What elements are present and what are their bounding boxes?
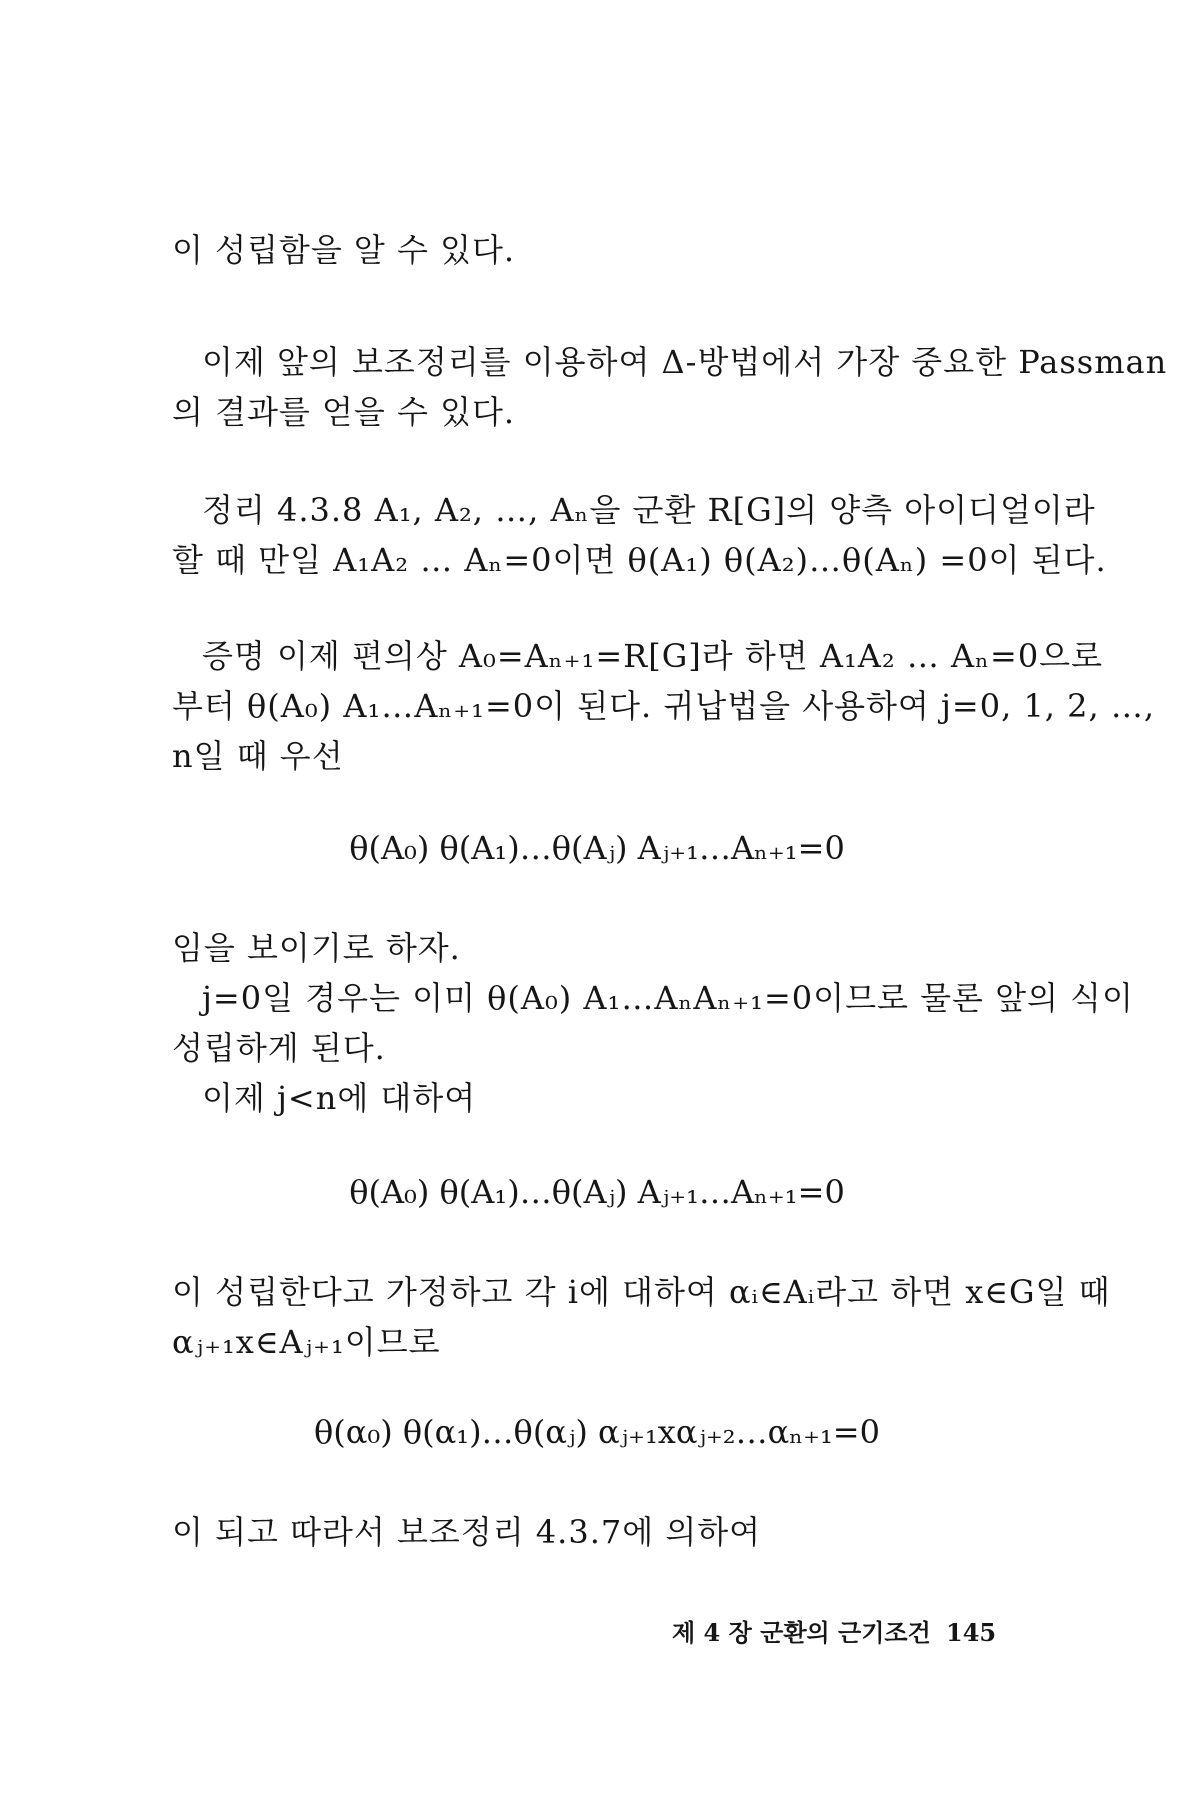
equation-3: θ(α₀) θ(α₁)…θ(αⱼ) αⱼ₊₁xαⱼ₊₂…αₙ₊₁=0 (314, 1413, 880, 1451)
page-number: 145 (946, 1618, 997, 1647)
theorem-line-1: 정리 4.3.8 A₁, A₂, …, Aₙ을 군환 R[G]의 양측 아이디얼이라 (202, 491, 1096, 529)
theorem-line-2: 할 때 만일 A₁A₂ … Aₙ=0이면 θ(A₁) θ(A₂)…θ(Aₙ) =0이 된다. (172, 541, 1107, 579)
text-line-1: 이 성립함을 알 수 있다. (172, 231, 516, 269)
chapter-footer: 제 4 장 군환의 근기조건 (672, 1618, 931, 1647)
text-line-12: 성립하게 된다. (172, 1029, 386, 1067)
text-line-16: αⱼ₊₁x∈Aⱼ₊₁이므로 (172, 1323, 441, 1361)
text-line-18: 이 되고 따라서 보조정리 4.3.7에 의하여 (172, 1513, 762, 1551)
text-line-10: 임을 보이기로 하자. (172, 929, 461, 967)
text-line-11: j=0일 경우는 이미 θ(A₀) A₁…AₙAₙ₊₁=0이므로 물론 앞의 식이 (202, 979, 1134, 1017)
text-line-15: 이 성립한다고 가정하고 각 i에 대하여 αᵢ∈Aᵢ라고 하면 x∈G일 때 (172, 1273, 1111, 1311)
text-line-2: 이제 앞의 보조정리를 이용하여 Δ-방법에서 가장 중요한 Passman (202, 343, 1168, 381)
text-line-13: 이제 j<n에 대하여 (202, 1079, 477, 1117)
equation-1: θ(A₀) θ(A₁)…θ(Aⱼ) Aⱼ₊₁…Aₙ₊₁=0 (349, 829, 845, 867)
proof-line-2: 부터 θ(A₀) A₁…Aₙ₊₁=0이 된다. 귀납법을 사용하여 j=0, 1, 2, …, (172, 687, 1156, 725)
equation-2: θ(A₀) θ(A₁)…θ(Aⱼ) Aⱼ₊₁…Aₙ₊₁=0 (349, 1173, 845, 1211)
proof-line-3: n일 때 우선 (172, 737, 344, 775)
proof-line-1: 증명 이제 편의상 A₀=Aₙ₊₁=R[G]라 하면 A₁A₂ … Aₙ=0으로 (202, 637, 1104, 675)
text-line-3: 의 결과를 얻을 수 있다. (172, 393, 516, 431)
